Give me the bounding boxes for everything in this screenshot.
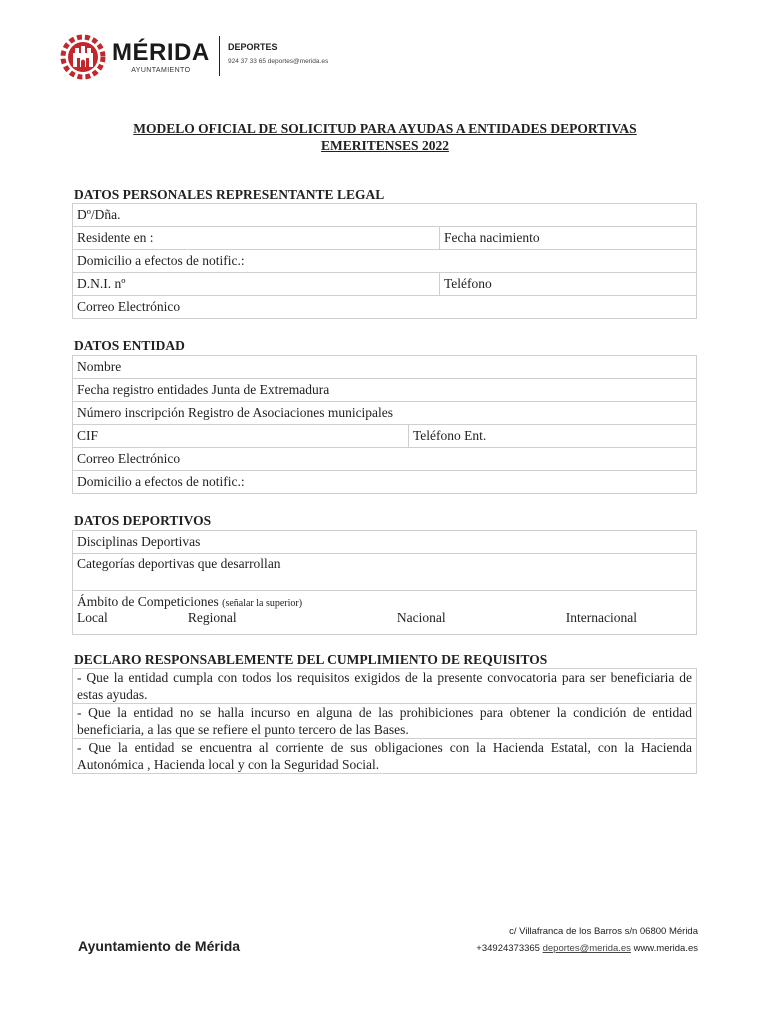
footer-contact — [476, 943, 698, 954]
footer-email-link[interactable]: deportes@merida.es — [542, 943, 631, 954]
birthdate-field[interactable]: Fecha nacimiento — [440, 227, 697, 250]
personal-heading: DATOS PERSONALES REPRESENTANTE LEGAL — [74, 187, 385, 202]
level-regional[interactable]: Regional — [187, 610, 237, 625]
brand-subtitle: AYUNTAMIENTO — [131, 66, 191, 74]
categories-field[interactable]: Categorías deportivas que desarrollan — [73, 554, 697, 591]
competition-scope-cell — [73, 591, 697, 635]
resident-field[interactable]: Residente en : — [73, 227, 440, 250]
brand-name: MÉRIDA — [112, 38, 210, 66]
footer-organization: Ayuntamiento de Mérida — [78, 938, 241, 954]
registry-number-field[interactable]: Número inscripción Registro de Asociaciones municipales — [73, 402, 697, 425]
competition-levels — [77, 610, 637, 626]
entity-table — [72, 355, 697, 494]
footer-web-link[interactable]: www.merida.es — [633, 943, 698, 954]
personal-table — [72, 203, 697, 319]
document-title — [70, 120, 700, 154]
entity-name-field[interactable]: Nombre — [73, 356, 697, 379]
declare-heading: DECLARO RESPONSABLEMENTE DEL CUMPLIMIENTO DE REQUISITOS — [74, 652, 548, 667]
department-name: DEPORTES — [228, 42, 278, 52]
dni-field[interactable]: D.N.I. nº — [73, 273, 440, 296]
personal-email-field[interactable]: Correo Electrónico — [73, 296, 697, 319]
title-line-1: MODELO OFICIAL DE SOLICITUD PARA AYUDAS A ENTIDADES DEPORTIVAS — [133, 121, 637, 136]
level-nacional[interactable]: Nacional — [396, 610, 446, 625]
registry-date-field[interactable]: Fecha registro entidades Junta de Extremadura — [73, 379, 697, 402]
name-field[interactable]: Dº/Dña. — [73, 204, 697, 227]
competition-scope-label: Ámbito de Competiciones — [77, 594, 219, 609]
cif-field[interactable]: CIF — [73, 425, 409, 448]
entity-email-field[interactable]: Correo Electrónico — [73, 448, 697, 471]
declaration-item: - Que la entidad no se halla incurso en alguna de las prohibiciones para obtener la condición de entidad beneficiaria, a las que se refiere el punto tercero de las Bases. — [73, 704, 697, 739]
footer-phone: +34924373365 — [476, 943, 540, 954]
entity-phone-field[interactable]: Teléfono Ent. — [409, 425, 697, 448]
title-line-2: EMERITENSES 2022 — [321, 138, 449, 153]
sports-table — [72, 530, 697, 635]
entity-address-field[interactable]: Domicilio a efectos de notific.: — [73, 471, 697, 494]
department-contact: 924 37 33 65 deportes@merida.es — [228, 58, 329, 65]
sports-heading: DATOS DEPORTIVOS — [74, 513, 212, 528]
personal-phone-field[interactable]: Teléfono — [440, 273, 697, 296]
disciplines-field[interactable]: Disciplinas Deportivas — [73, 531, 697, 554]
department-block — [228, 42, 328, 65]
declaration-item: - Que la entidad se encuentra al corriente de sus obligaciones con la Hacienda Estatal, con la Hacienda Autonómica , Hacienda local y con la Seguridad Social. — [73, 739, 697, 774]
level-local[interactable]: Local — [77, 610, 108, 625]
declaration-item: - Que la entidad cumpla con todos los requisitos exigidos de la presente convocatoria para ser beneficiaria de estas ayudas. — [73, 669, 697, 704]
header-divider — [219, 36, 220, 76]
personal-address-field[interactable]: Domicilio a efectos de notific.: — [73, 250, 697, 273]
footer-address: c/ Villafranca de los Barros s/n 06800 Mérida — [509, 926, 698, 937]
city-emblem-icon — [60, 34, 106, 80]
competition-scope-note: (señalar la superior) — [222, 598, 303, 609]
declare-table — [72, 668, 697, 774]
merida-logo — [60, 34, 210, 80]
level-internacional[interactable]: Internacional — [565, 610, 637, 625]
entity-heading: DATOS ENTIDAD — [74, 338, 185, 353]
